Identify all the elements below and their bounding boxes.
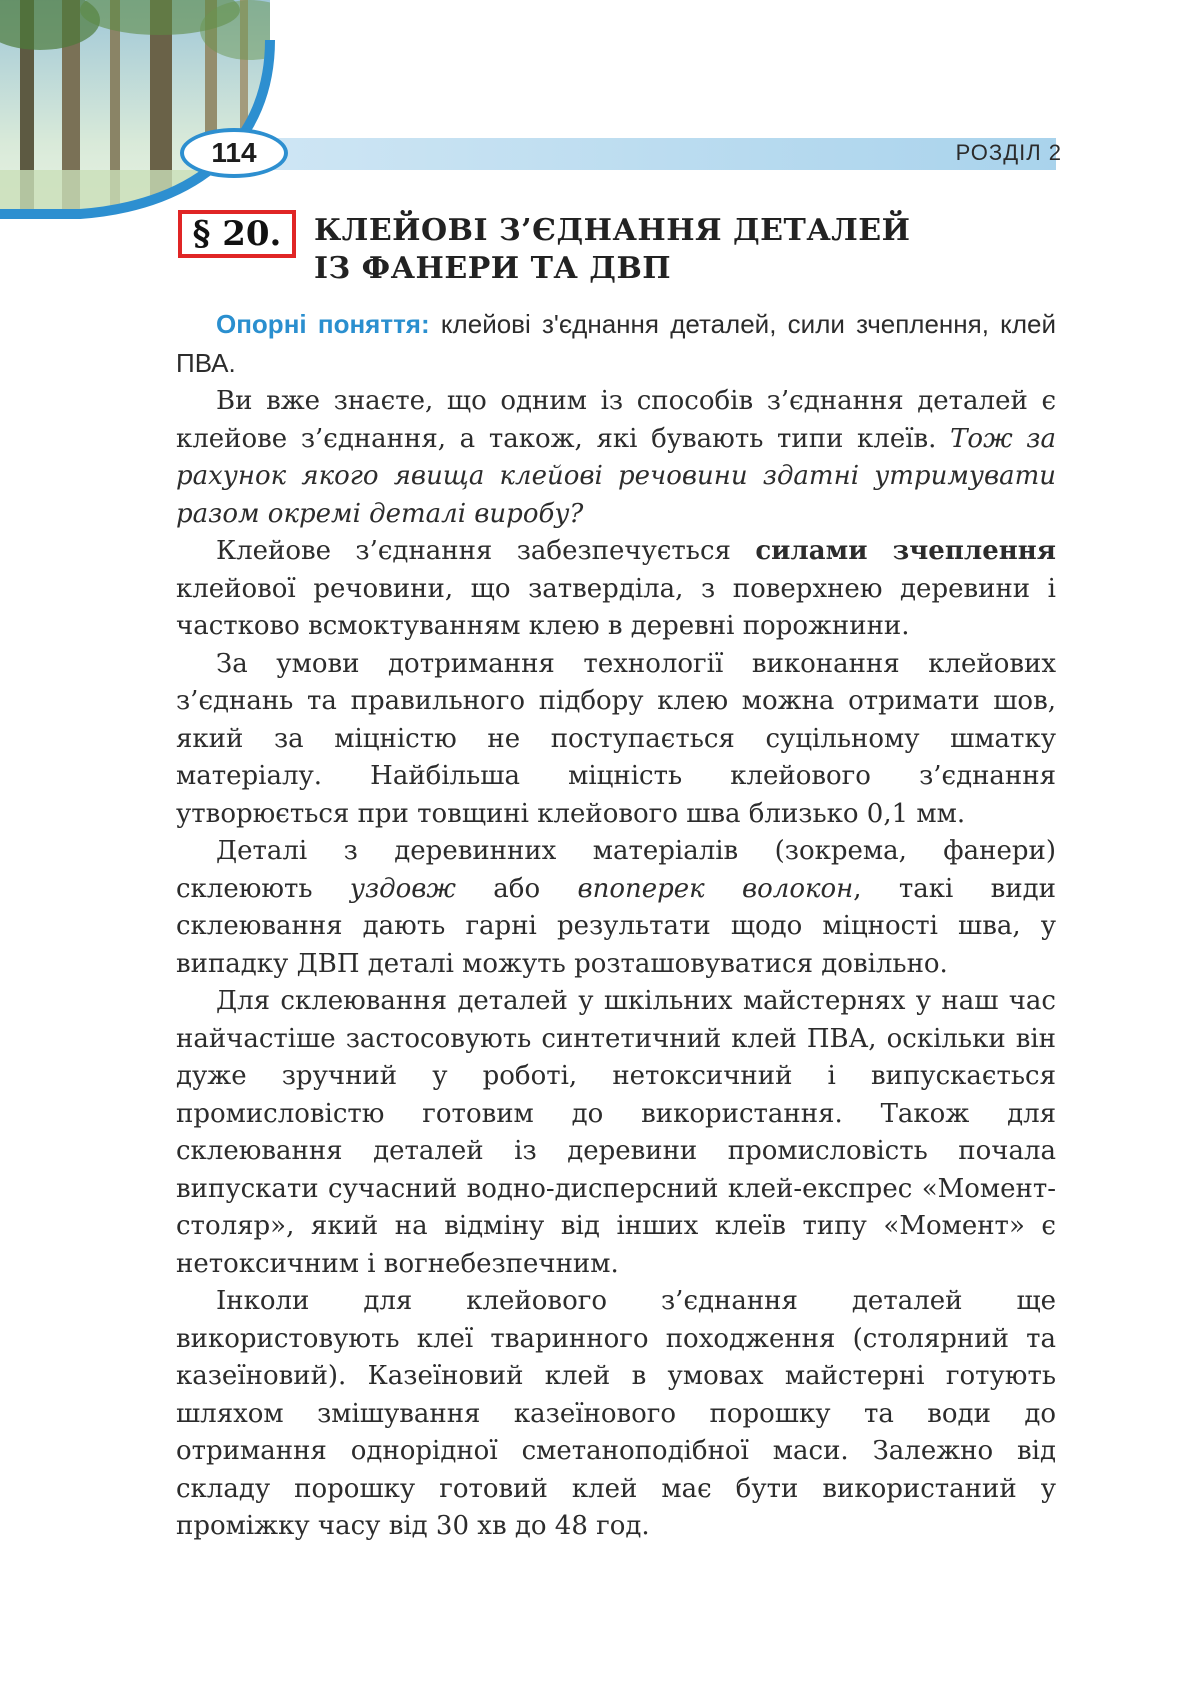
paragraph-4-text-a: Деталі з деревинних матеріалів (зокрема, фанери) склеюють	[176, 836, 1056, 904]
paragraph-5: Для склеювання деталей у шкільних майстернях у наш час найчастіше застосовують синтетичний клей ПВА, оскільки він дуже зручний у роботі, нетоксичний і випускається промисловістю готовим до використання. Також для склеювання деталей із деревини промисловість почала випускати сучасний водно-дисперсний клей-експрес «Момент-столяр», який на відміну від інших клеїв типу «Момент» є нетоксичним і вогнебезпечним.	[176, 986, 1056, 1279]
paragraph-4-term-along: уздовж	[349, 873, 456, 904]
paragraph-2	[176, 533, 1056, 646]
paragraph-1	[176, 383, 1056, 533]
forest-corner-image	[0, 0, 300, 240]
paragraph-1-text: Ви вже знаєте, що одним із способів з’єднання деталей є клейове з’єднання, а також, які бувають типи клеїв.	[176, 386, 1056, 454]
paragraph-4	[176, 833, 1056, 983]
key-terms-label: Опорні поняття:	[216, 309, 430, 339]
paragraph-2-term: силами зчеплення	[755, 536, 1056, 566]
paragraph-4-term-across: впоперек волокон	[577, 873, 854, 904]
key-terms-text: клейові з'єднання деталей, сили зчеплення, клей ПВА.	[176, 309, 1057, 378]
paragraph-number: § 20.	[178, 210, 296, 258]
title-line-2: ІЗ ФАНЕРИ ТА ДВП	[314, 251, 672, 286]
section-title	[314, 212, 1074, 288]
paragraph-2-text-b: клейової речовини, що затверділа, з поверхнею деревини і частково всмоктуванням клею в деревні порожнини.	[176, 573, 1056, 641]
body-text	[176, 306, 1056, 1546]
section-label: РОЗДІЛ 2	[955, 140, 1062, 165]
paragraph-6: Інколи для клейового з’єднання деталей ще використовують клеї тваринного походження (столярний та казеїновий). Казеїновий клей в умовах майстерні готують шляхом змішування казеїнового порошку та води до отримання однорідної сметаноподібної маси. Залежно від складу порошку готовий клей має бути використаний у проміжку часу від 30 хв до 48 год.	[176, 1286, 1056, 1541]
page-number: 114	[180, 128, 288, 178]
paragraph-4-text-b: або	[455, 873, 578, 904]
paragraph-1-question: Тож за рахунок якого явища клейові речовини здатні утримувати разом окремі деталі виробу?	[176, 423, 1056, 529]
paragraph-4-text-c: , такі види склеювання дають гарні результати щодо міцності шва, у випадку ДВП деталі можуть розташовуватися довільно.	[176, 873, 1056, 979]
header-band	[248, 138, 1056, 170]
paragraph-2-text-a: Клейове з’єднання забезпечується	[216, 536, 756, 566]
key-terms	[176, 306, 1056, 383]
paragraph-3: За умови дотримання технології виконання клейових з’єднань та правильного підбору клею можна отримати шов, який за міцністю не поступається суцільному шматку матеріалу. Найбільша міцність клейового з’єднання утворюється при товщині клейового шва близько 0,1 мм.	[176, 648, 1056, 829]
title-line-1: КЛЕЙОВІ З’ЄДНАННЯ ДЕТАЛЕЙ	[314, 213, 911, 248]
